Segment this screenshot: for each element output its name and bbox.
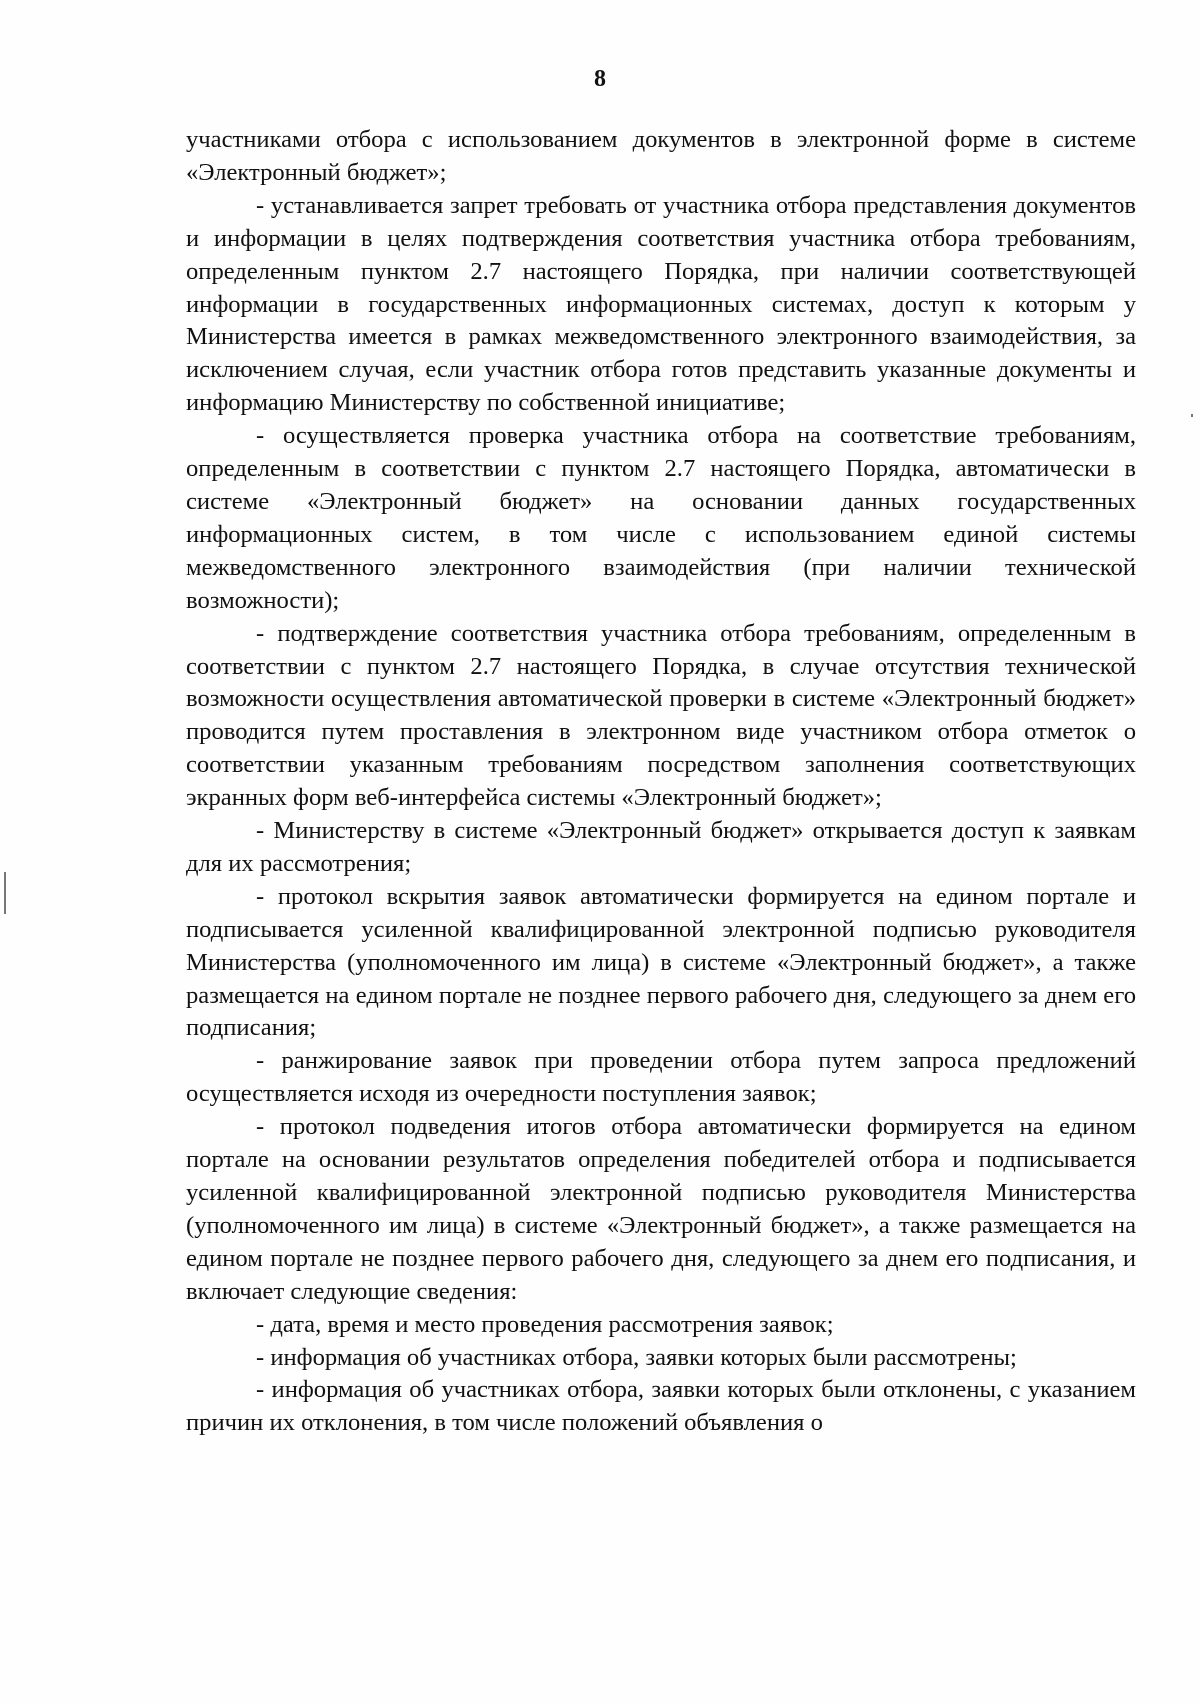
list-item-date-time-place: - дата, время и место проведения рассмотрения заявок;	[256, 1310, 834, 1338]
paragraph-continuation: участниками отбора с использованием документов в электронной форме в системе «Электронный бюджет»;	[186, 126, 1136, 186]
list-item-rejected-participants: - информация об участниках отбора, заявки которых были отклонены, с указанием причин их отклонения, в том числе положений объявления о	[186, 1376, 1136, 1437]
paragraph-ministry-access: - Министерству в системе «Электронный бюджет» открывается доступ к заявкам для их рассмотрения;	[186, 817, 1136, 877]
scan-artifact-left	[4, 872, 6, 914]
document-body	[186, 124, 1136, 1440]
list-item-reviewed-participants: - информация об участниках отбора, заявки которых были рассмотрены;	[256, 1343, 1017, 1371]
paragraph-results-protocol: - протокол подведения итогов отбора автоматически формируется на едином портале на основании результатов определения победителей отбора и подписывается усиленной квалифицированной электронной подписью руководителя Министерства (уполномоченного им лица) в системе «Электронный бюджет», а также размещается на едином портале не позднее первого рабочего дня, следующего за днем его подписания, и включает следующие сведения:	[186, 1113, 1136, 1305]
paragraph-ranking: - ранжирование заявок при проведении отбора путем запроса предложений осуществляется исходя из очередности поступления заявок;	[186, 1047, 1136, 1108]
paragraph-opening-protocol: - протокол вскрытия заявок автоматически формируется на едином портале и подписывается усиленной квалифицированной электронной подписью руководителя Министерства (уполномоченного им лица) в системе «Электронный бюджет», а также размещается на едином портале не позднее первого рабочего дня, следующего за днем его подписания;	[186, 882, 1136, 1042]
paragraph-document-request-ban: - устанавливается запрет требовать от участника отбора представления документов и информации в целях подтверждения соответствия участника отбора требованиям, определенным пунктом 2.7 настоящего Порядка, при наличии соответствующей информации в государственных информационных системах, доступ к которым у Министерства имеется в рамках межведомственного электронного взаимодействия, за исключением случая, если участник отбора готов представить указанные документы и информацию Министерству по собственной инициативе;	[186, 191, 1136, 417]
paragraph-confirmation-of-compliance: - подтверждение соответствия участника отбора требованиям, определенным в соответствии с пунктом 2.7 настоящего Порядка, в случае отсутствия технической возможности осуществления автоматической проверки в системе «Электронный бюджет» проводится путем проставления в электронном виде участником отбора отметок о соответствии указанным требованиям посредством заполнения соответствующих экранных форм веб-интерфейса системы «Электронный бюджет»;	[186, 619, 1136, 812]
page-number: 8	[594, 66, 606, 92]
scan-artifact-right	[1191, 414, 1193, 417]
paragraph-automatic-check: - осуществляется проверка участника отбора на соответствие требованиям, определенным в соответствии с пунктом 2.7 настоящего Порядка, автоматически в системе «Электронный бюджет» на основании данных государственных информационных систем, в том числе с использованием единой системы межведомственного электронного взаимодействия (при наличии технической возможности);	[186, 422, 1136, 614]
